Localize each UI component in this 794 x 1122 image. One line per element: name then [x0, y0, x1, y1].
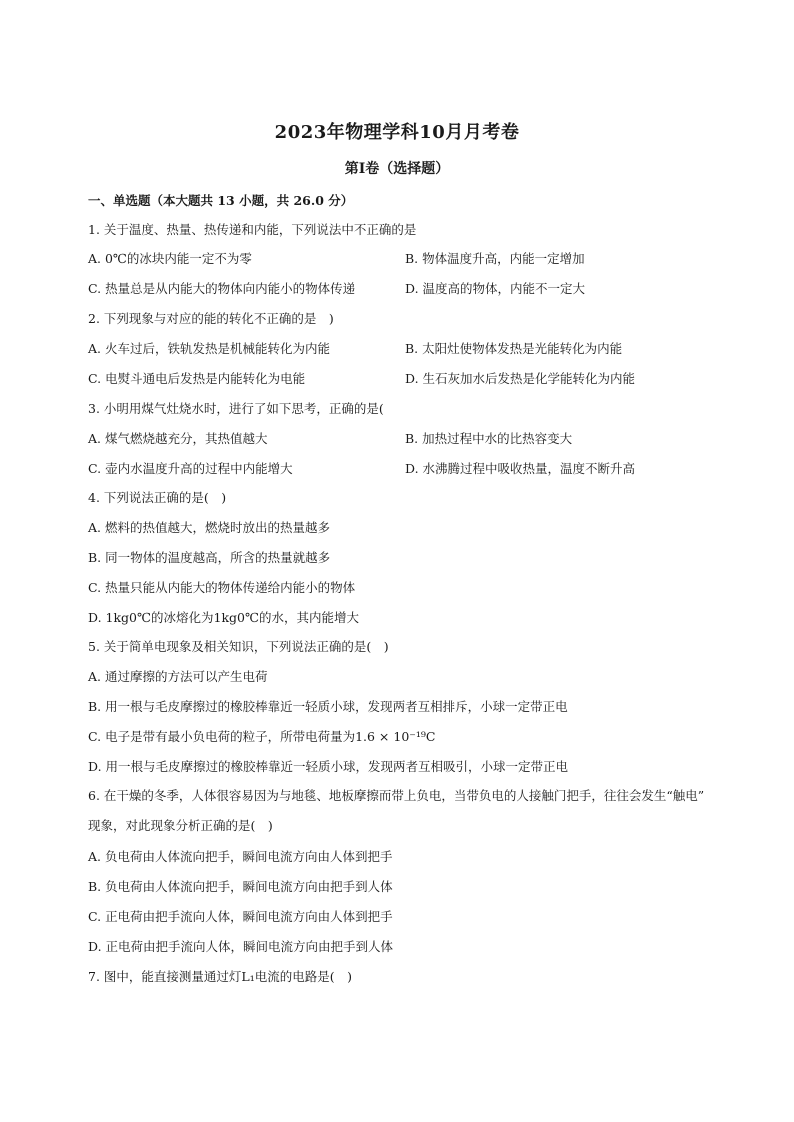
question-1-option-a: A. 0℃的冰块内能一定不为零 — [88, 251, 252, 266]
question-1-stem: 1. 关于温度、热量、热传递和内能，下列说法中不正确的是 — [88, 222, 417, 237]
question-3-option-a: A. 煤气燃烧越充分，其热值越大 — [88, 431, 268, 446]
question-5-stem: 5. 关于简单电现象及相关知识，下列说法正确的是( ) — [88, 639, 389, 654]
question-2-option-d: D. 生石灰加水后发热是化学能转化为内能 — [405, 371, 636, 386]
question-2-stem: 2. 下列现象与对应的能的转化不正确的是 ) — [88, 311, 334, 326]
question-3-option-b: B. 加热过程中水的比热容变大 — [405, 431, 573, 446]
question-6-option-c: C. 正电荷由把手流向人体，瞬间电流方向由人体到把手 — [88, 909, 393, 924]
question-4-option-c: C. 热量只能从内能大的物体传递给内能小的物体 — [88, 580, 356, 595]
section-heading: 一、单选题（本大题共 13 小题，共 26.0 分） — [88, 193, 354, 208]
question-4-stem: 4. 下列说法正确的是( ) — [88, 490, 227, 505]
question-5-option-d: D. 用一根与毛皮摩擦过的橡胶棒靠近一轻质小球，发现两者互相吸引，小球一定带正电 — [88, 759, 569, 774]
question-2-option-c: C. 电熨斗通电后发热是内能转化为电能 — [88, 371, 306, 386]
page-subtitle: 第I卷（选择题） — [344, 161, 450, 177]
question-4-option-b: B. 同一物体的温度越高，所含的热量就越多 — [88, 550, 331, 565]
question-2-option-b: B. 太阳灶使物体发热是光能转化为内能 — [405, 341, 623, 356]
question-4-option-d: D. 1kg0℃的冰熔化为1kg0℃的水，其内能增大 — [88, 610, 359, 625]
question-3-option-c: C. 壶内水温度升高的过程中内能增大 — [88, 461, 293, 476]
question-3-option-d: D. 水沸腾过程中吸收热量，温度不断升高 — [405, 461, 636, 476]
question-5-option-a: A. 通过摩擦的方法可以产生电荷 — [88, 669, 268, 684]
question-4-option-a: A. 燃料的热值越大，燃烧时放出的热量越多 — [88, 520, 330, 535]
question-5-option-c: C. 电子是带有最小负电荷的粒子，所带电荷量为1.6 × 10⁻¹⁹C — [88, 729, 436, 744]
question-5-option-b: B. 用一根与毛皮摩擦过的橡胶棒靠近一轻质小球，发现两者互相排斥，小球一定带正电 — [88, 699, 568, 714]
question-7-stem: 7. 图中，能直接测量通过灯L₁电流的电路是( ) — [88, 969, 352, 984]
question-6-option-a: A. 负电荷由人体流向把手，瞬间电流方向由人体到把手 — [88, 849, 393, 864]
question-2-option-a: A. 火车过后，铁轨发热是机械能转化为内能 — [88, 341, 330, 356]
question-1-option-d: D. 温度高的物体，内能不一定大 — [405, 281, 586, 296]
question-3-stem: 3. 小明用煤气灶烧水时，进行了如下思考，正确的是( — [88, 401, 384, 416]
question-6-stem-continued: 现象，对此现象分析正确的是( ) — [88, 818, 273, 833]
question-1-option-b: B. 物体温度升高，内能一定增加 — [405, 251, 585, 266]
question-6-option-b: B. 负电荷由人体流向把手，瞬间电流方向由把手到人体 — [88, 879, 393, 894]
question-6-stem: 6. 在干燥的冬季，人体很容易因为与地毯、地板摩擦而带上负电，当带负电的人接触门把手，往往会发生“触电” — [88, 788, 705, 803]
page-title: 2023年物理学科10月月考卷 — [274, 122, 520, 143]
question-1-option-c: C. 热量总是从内能大的物体向内能小的物体传递 — [88, 281, 356, 296]
question-6-option-d: D. 正电荷由把手流向人体，瞬间电流方向由把手到人体 — [88, 939, 394, 954]
